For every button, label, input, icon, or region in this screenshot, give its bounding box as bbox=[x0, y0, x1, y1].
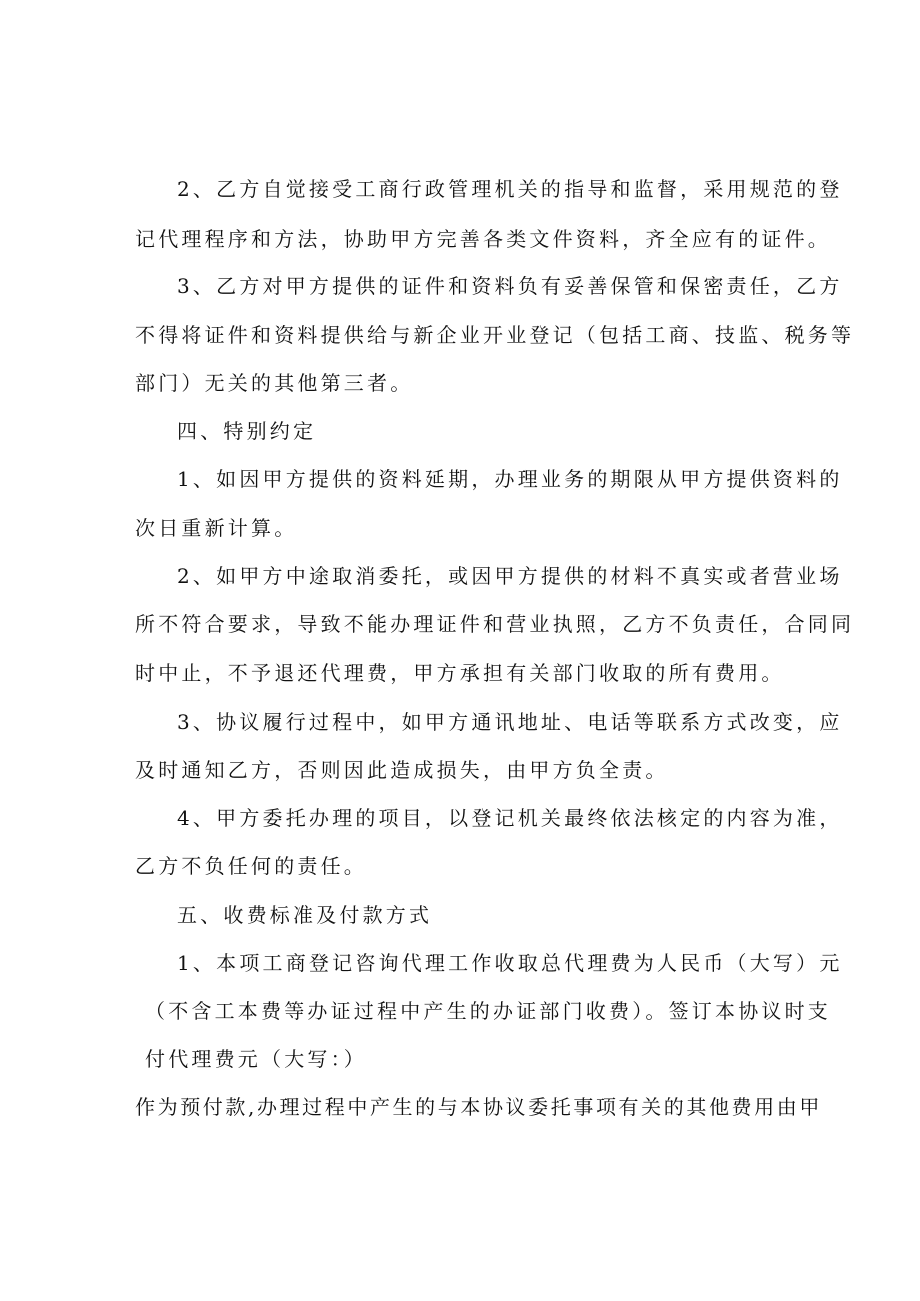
clause-2-line-1: 2、乙方自觉接受工商行政管理机关的指导和监督，采用规范的登 bbox=[177, 177, 843, 201]
section-5-item-1-line-2: （不含工本费等办证过程中产生的办证部门收费）。签订本协议时支 bbox=[145, 999, 831, 1023]
clause-3-line-1: 3、乙方对甲方提供的证件和资料负有妥善保管和保密责任，乙方 bbox=[177, 274, 843, 298]
section-4-item-4-line-1: 4、甲方委托办理的项目，以登记机关最终依法核定的内容为准， bbox=[177, 806, 843, 830]
section-4-item-2-line-1: 2、如甲方中途取消委托，或因甲方提供的材料不真实或者营业场 bbox=[177, 564, 843, 588]
section-5-item-1-line-4: 作为预付款,办理过程中产生的与本协议委托事项有关的其他费用由甲 bbox=[135, 1095, 822, 1119]
section-4-item-2-line-3: 时中止，不予退还代理费，甲方承担有关部门收取的所有费用。 bbox=[135, 661, 785, 685]
section-5-heading: 五、收费标准及付款方式 bbox=[177, 903, 433, 927]
section-4-item-1-line-2: 次日重新计算。 bbox=[135, 516, 298, 540]
section-4-heading: 四、特别约定 bbox=[177, 419, 317, 443]
clause-2-line-2: 记代理程序和方法，协助甲方完善各类文件资料，齐全应有的证件。 bbox=[135, 227, 831, 251]
clause-3-line-2: 不得将证件和资料提供给与新企业开业登记（包括工商、技监、税务等 bbox=[135, 323, 855, 347]
section-4-item-1-line-1: 1、如因甲方提供的资料延期，办理业务的期限从甲方提供资料的 bbox=[177, 467, 843, 491]
section-4-item-2-line-2: 所不符合要求，导致不能办理证件和营业执照，乙方不负责任，合同同 bbox=[135, 612, 855, 636]
section-4-item-3-line-2: 及时通知乙方，否则因此造成损失，由甲方负全责。 bbox=[135, 758, 669, 782]
section-5-item-1-line-1: 1、本项工商登记咨询代理工作收取总代理费为人民币（大写）元 bbox=[177, 951, 843, 975]
section-4-item-3-line-1: 3、协议履行过程中，如甲方通讯地址、电话等联系方式改变，应 bbox=[177, 710, 843, 734]
section-5-item-1-line-3: 付代理费元（大写：） bbox=[145, 1047, 367, 1071]
clause-3-line-3: 部门）无关的其他第三者。 bbox=[135, 371, 414, 395]
section-4-item-4-line-2: 乙方不负任何的责任。 bbox=[135, 854, 367, 878]
